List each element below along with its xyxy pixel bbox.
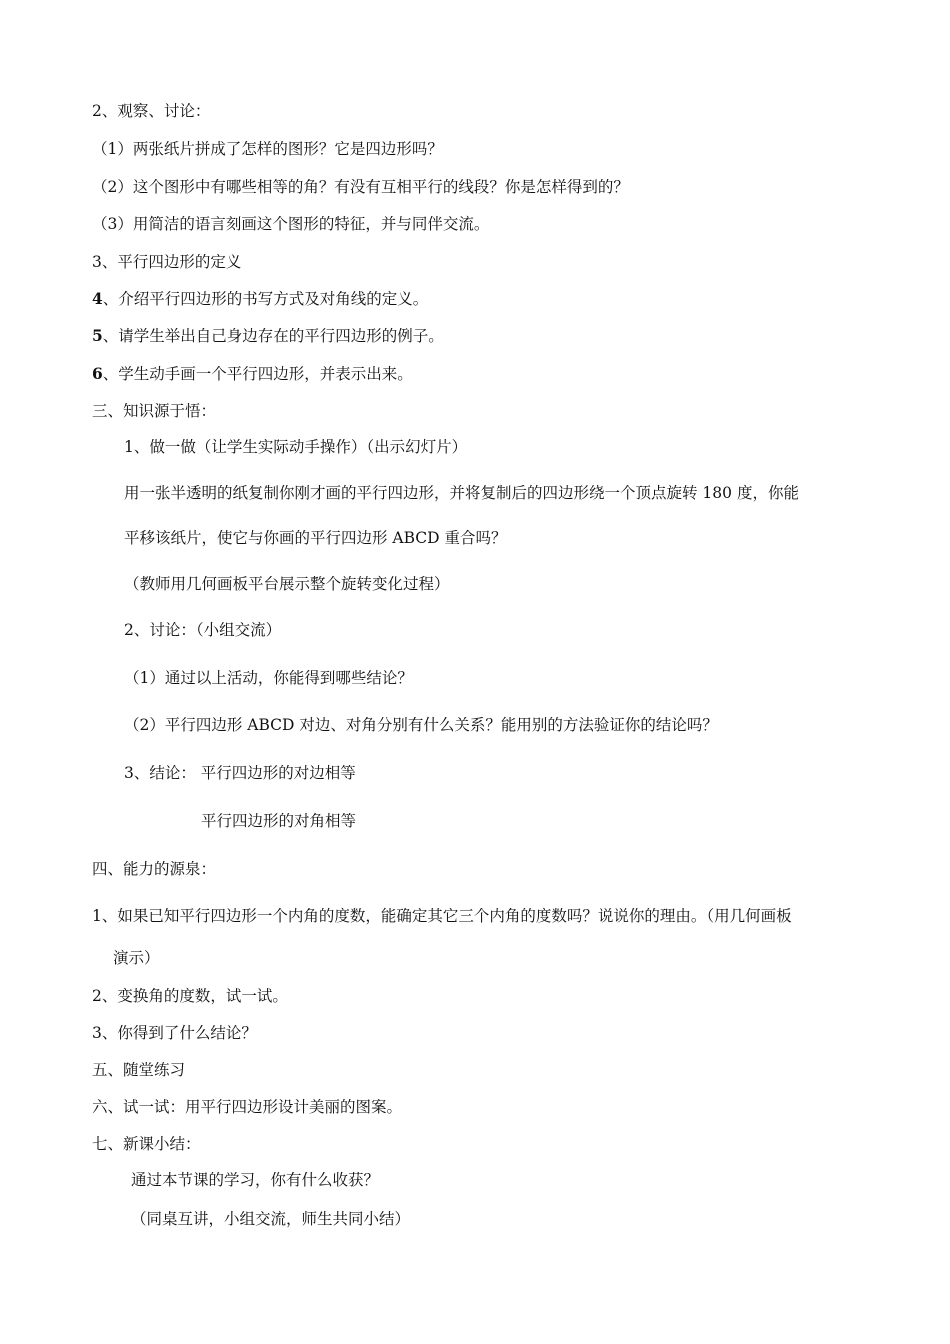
line-item-5: 5、请学生举出自己身边存在的平行四边形的例子。 — [92, 326, 444, 345]
heading-section-5: 五、随堂练习 — [92, 1061, 186, 1079]
line-discussion: 2、讨论：（小组交流） — [124, 621, 282, 639]
line-teacher-demo: （教师用几何画板平台展示整个旋转变化过程） — [124, 575, 450, 593]
line-summary-method: （同桌互讲，小组交流，师生共同小结） — [131, 1210, 411, 1228]
line-discussion-q2: （2）平行四边形 ABCD 对边、对角分别有什么关系？能用别的方法验证你的结论吗？ — [124, 716, 718, 734]
line-copy-rotate-cont: 平移该纸片，使它与你画的平行四边形 ABCD 重合吗？ — [124, 529, 507, 547]
line-angle-question-cont: 演示） — [113, 949, 160, 967]
line-item-4: 4、介绍平行四边形的书写方式及对角线的定义。 — [92, 289, 429, 308]
heading-section-6: 六、试一试：用平行四边形设计美丽的图案。 — [92, 1098, 403, 1116]
line-question-2: （2）这个图形中有哪些相等的角？有没有互相平行的线段？你是怎样得到的？ — [92, 178, 629, 196]
line-conclusion: 3、结论： 平行四边形的对边相等 — [124, 764, 356, 782]
heading-section-3: 三、知识源于悟： — [92, 402, 217, 420]
heading-section-7: 七、新课小结： — [92, 1135, 201, 1153]
line-discussion-q1: （1）通过以上活动，你能得到哪些结论？ — [124, 669, 413, 687]
line-question-3: （3）用简洁的语言刻画这个图形的特征，并与同伴交流。 — [92, 215, 490, 233]
line-item-6: 6、学生动手画一个平行四边形，并表示出来。 — [92, 364, 413, 383]
line-conclusion-2: 平行四边形的对角相等 — [201, 812, 357, 830]
line-definition: 3、平行四边形的定义 — [92, 253, 242, 271]
line-change-angle: 2、变换角的度数，试一试。 — [92, 987, 288, 1005]
line-observe-discuss: 2、观察、讨论： — [92, 102, 211, 120]
line-summary-question: 通过本节课的学习，你有什么收获？ — [131, 1171, 380, 1189]
line-question-1: （1）两张纸片拼成了怎样的图形？它是四边形吗？ — [92, 140, 443, 158]
line-angle-question: 1、如果已知平行四边形一个内角的度数，能确定其它三个内角的度数吗？说说你的理由。（用几何画板 — [92, 907, 792, 925]
line-do-it: 1、做一做（让学生实际动手操作）（出示幻灯片） — [124, 438, 468, 456]
line-what-conclusion: 3、你得到了什么结论？ — [92, 1024, 257, 1042]
heading-section-4: 四、能力的源泉： — [92, 860, 217, 878]
line-copy-rotate: 用一张半透明的纸复制你刚才画的平行四边形，并将复制后的四边形绕一个顶点旋转 180 度，你能 — [124, 484, 799, 502]
